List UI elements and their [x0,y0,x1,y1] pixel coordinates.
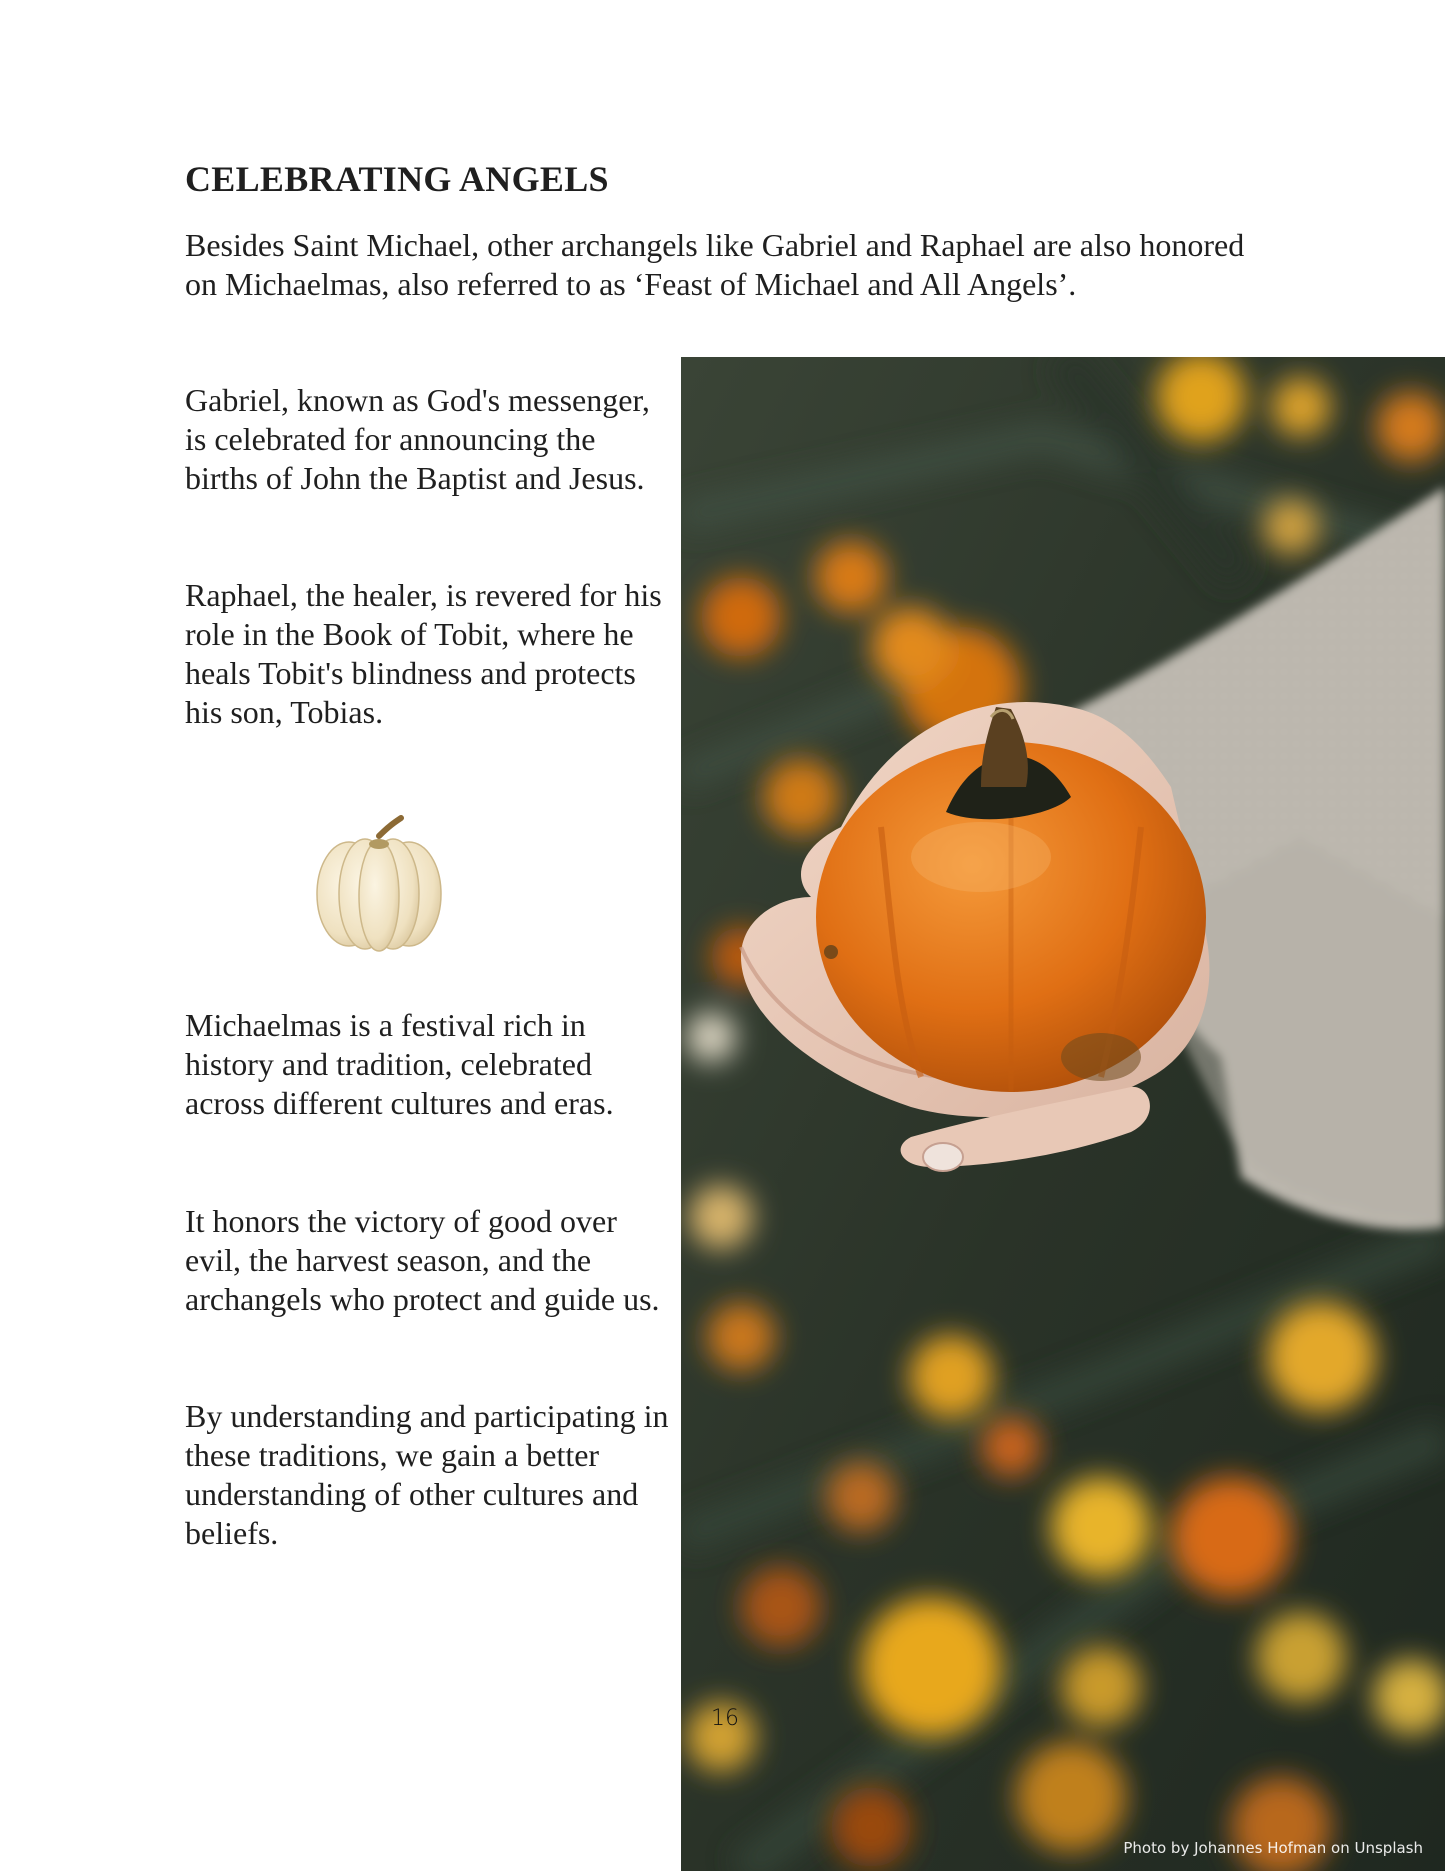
pumpkin-in-hands-photo [681,357,1445,1871]
understanding-paragraph: By understanding and participating in these traditions, we gain a better understanding of other cultures and beliefs. [185,1398,669,1551]
victory-paragraph: It honors the victory of good over evil, the harvest season, and the archangels who protect and guide us. [185,1203,660,1317]
page-number: 16 [711,1706,739,1731]
michaelmas-paragraph: Michaelmas is a festival rich in history and tradition, celebrated across different cultures and eras. [185,1007,614,1121]
page-heading: CELEBRATING ANGELS [185,159,609,199]
intro-paragraph: Besides Saint Michael, other archangels like Gabriel and Raphael are also honored on Michaelmas, also referred to as ‘Feast of Michael and All Angels’. [185,227,1245,302]
raphael-paragraph: Raphael, the healer, is revered for his role in the Book of Tobit, where he heals Tobit's blindness and protects his son, Tobias. [185,577,662,730]
white-pumpkin-icon [309,808,449,952]
gabriel-paragraph: Gabriel, known as God's messenger, is celebrated for announcing the births of John the Baptist and Jesus. [185,382,650,496]
photo-credit: Photo by Johannes Hofman on Unsplash [1123,1839,1423,1857]
